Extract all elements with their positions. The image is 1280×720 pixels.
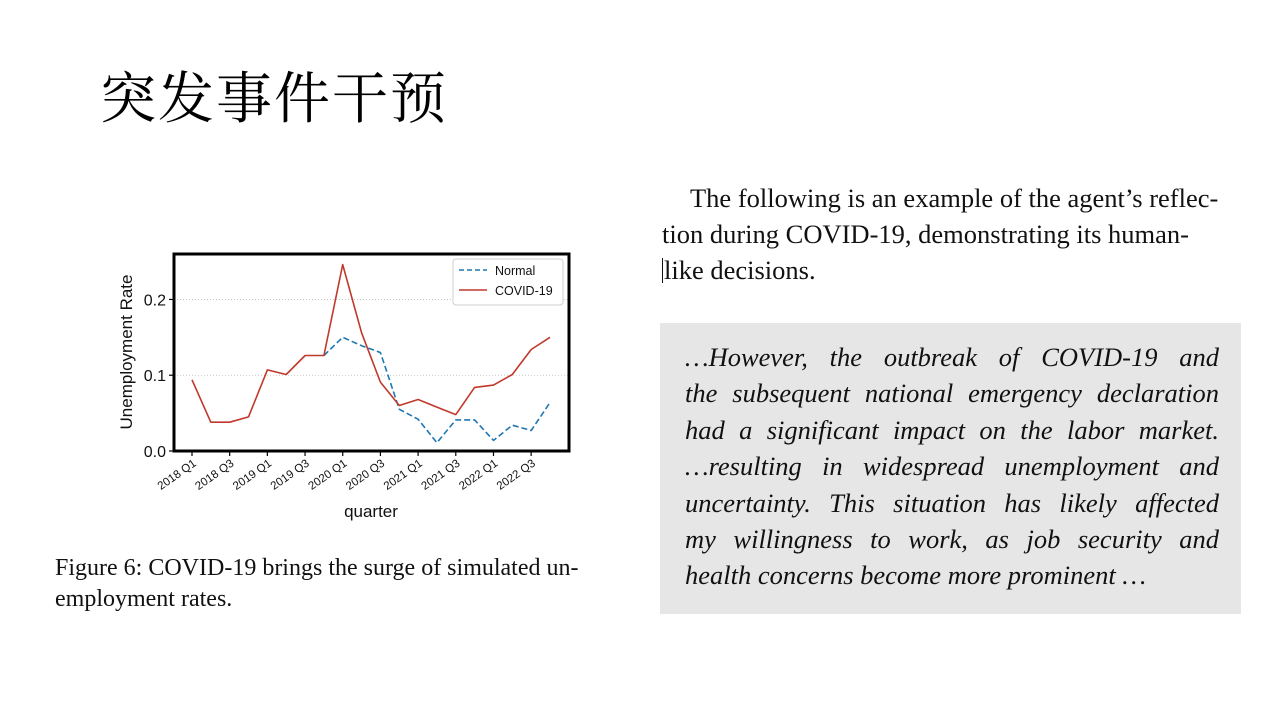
series-line-normal [324,337,550,442]
quote-line: the subsequent national emergency declaration [685,378,1219,409]
intro-line-3: like decisions. [664,255,816,285]
y-axis-label: Unemployment Rate [117,274,136,430]
slide-title: 突发事件干预 [100,67,448,132]
x-tick-label: 2022 Q1 [457,457,501,493]
quote-line: uncertainty. This situation has likely affected [685,487,1219,518]
gridlines [174,299,569,375]
intro-line-2: tion during COVID-19, demonstrating its human- [662,219,1189,249]
x-tick-label: 2019 Q1 [231,457,275,493]
x-tick-label: 2018 Q1 [155,457,199,493]
x-tick-label: 2021 Q3 [419,457,463,493]
text-cursor [662,258,663,283]
x-tick-label: 2020 Q3 [344,457,388,493]
x-tick-label: 2020 Q1 [306,457,350,493]
quote-line: …resulting in widespread unemployment and [685,451,1219,482]
quote-line: my willingness to work, as job security and [685,524,1219,555]
quote-line: health concerns become more prominent … [685,560,1146,591]
x-axis-label: quarter [344,502,398,521]
unemployment-line-chart [110,245,590,535]
x-tick-label: 2022 Q3 [494,457,538,493]
figure-caption [55,553,645,615]
x-tick-label: 2021 Q1 [381,457,425,493]
quote-line: had a significant impact on the labor market. [685,414,1219,445]
legend [453,259,563,305]
caption-line-2: employment rates. [55,586,233,612]
intro-paragraph [662,180,1252,288]
legend-label-covid: COVID-19 [495,284,553,298]
y-tick-label: 0.1 [143,368,166,386]
y-tick-label: 0.2 [143,292,166,310]
reflection-quote-box [660,323,1241,614]
caption-line-1: Figure 6: COVID-19 brings the surge of simulated un- [55,555,579,581]
quote-line: …However, the outbreak of COVID-19 and [685,342,1219,372]
x-tick-label: 2018 Q3 [193,457,237,493]
x-tick-label: 2019 Q3 [268,457,312,493]
y-tick-label: 0.0 [143,444,166,461]
legend-label-normal: Normal [495,264,536,278]
y-axis-ticks [144,292,174,461]
intro-line-1: The following is an example of the agent’s reflec- [690,183,1219,213]
x-axis-ticks [156,451,538,493]
